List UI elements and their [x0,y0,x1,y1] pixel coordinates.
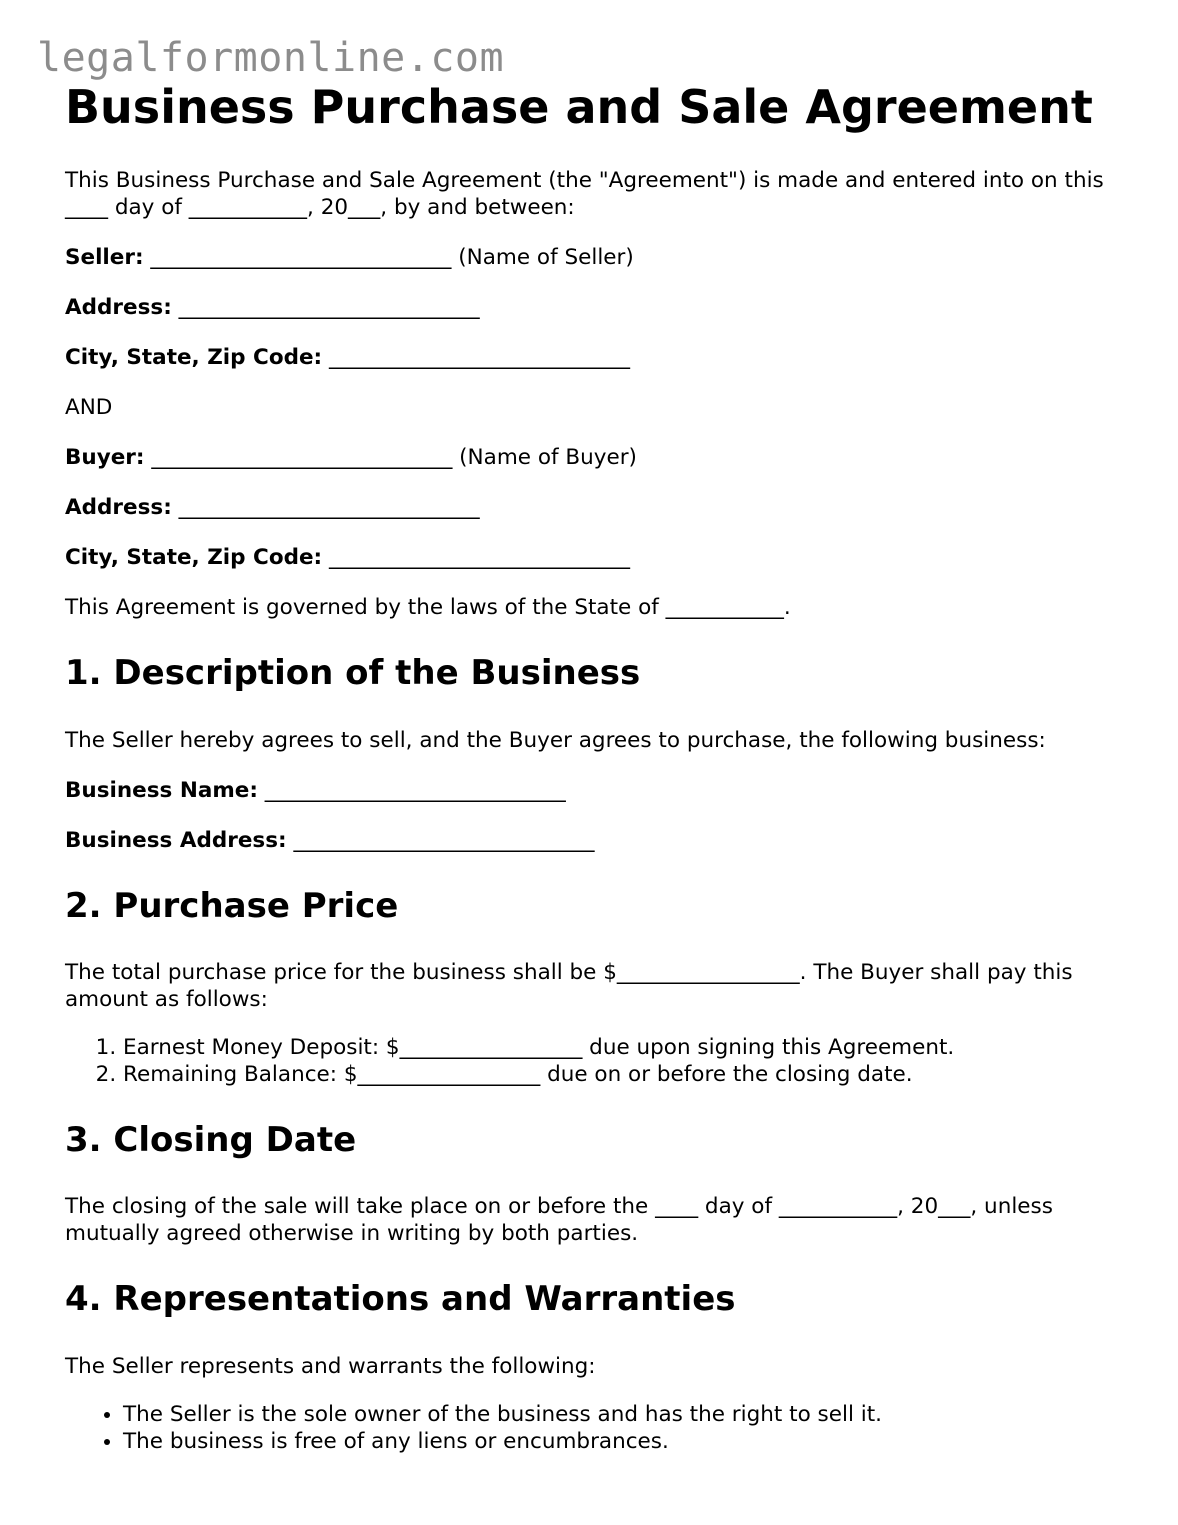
description-paragraph: The Seller hereby agrees to sell, and the Buyer agrees to purchase, the following business: [65,727,1046,753]
and-separator: AND [65,395,113,421]
buyer-address-field [65,494,1145,521]
buyer-city-label: City, State, Zip Code: [65,545,323,571]
section-heading-closing-date: 3. Closing Date [65,1119,357,1160]
buyer-city-field [65,544,1145,571]
payment-list [65,1034,1145,1088]
buyer-city-blank: ____________________________ [322,545,631,571]
business-address-field [65,827,1145,854]
buyer-address-label: Address: [65,495,172,521]
intro-paragraph: This Business Purchase and Sale Agreement (the "Agreement") is made and entered into on this ____ day of ___________, 20___, by and between: [65,168,1104,221]
governing-law-paragraph: This Agreement is governed by the laws of the State of ___________. [65,595,791,621]
list-item: • The Seller is the sole owner of the business and has the right to sell it. [123,1401,1145,1428]
section-heading-purchase-price: 2. Purchase Price [65,885,399,926]
closing-date-paragraph: The closing of the sale will take place on or before the ____ day of ___________, 20___, unless mutually agreed otherwise in writing by both parties. [65,1194,1053,1247]
list-item: • The business is free of any liens or encumbrances. [123,1428,1145,1455]
business-name-label: Business Name: [65,777,258,803]
seller-address-field [65,294,1145,321]
business-address-blank: ____________________________ [286,827,595,853]
section-heading-warranties: 4. Representations and Warranties [65,1279,736,1320]
seller-city-label: City, State, Zip Code: [65,345,323,371]
seller-city-blank: ____________________________ [322,345,631,371]
seller-label: Seller: [65,245,144,271]
business-name-blank: ____________________________ [257,777,566,803]
list-item: 1. Earnest Money Deposit: $_________________ due upon signing this Agreement. [123,1034,1145,1061]
section-heading-description: 1. Description of the Business [65,653,641,694]
buyer-name-field [65,444,1145,471]
document-title: Business Purchase and Sale Agreement [65,80,1093,134]
seller-city-field [65,344,1145,371]
list-item: 2. Remaining Balance: $_________________ due on or before the closing date. [123,1061,1145,1088]
watermark: legalformonline.com [37,35,505,81]
buyer-name-blank: ____________________________ (Name of Buyer) [144,445,637,471]
warranties-list [65,1401,1145,1455]
business-address-label: Business Address: [65,827,287,853]
warranties-paragraph: The Seller represents and warrants the following: [65,1353,596,1379]
seller-name-field [65,244,1145,271]
buyer-label: Buyer: [65,445,145,471]
seller-address-blank: ____________________________ [171,295,480,321]
buyer-address-blank: ____________________________ [171,495,480,521]
seller-name-blank: ____________________________ (Name of Seller) [143,245,634,271]
purchase-price-paragraph: The total purchase price for the business shall be $_________________. The Buyer shall pay this amount as follows: [65,959,1073,1012]
document-page [65,80,1145,1478]
seller-address-label: Address: [65,295,172,321]
business-name-field [65,777,1145,804]
